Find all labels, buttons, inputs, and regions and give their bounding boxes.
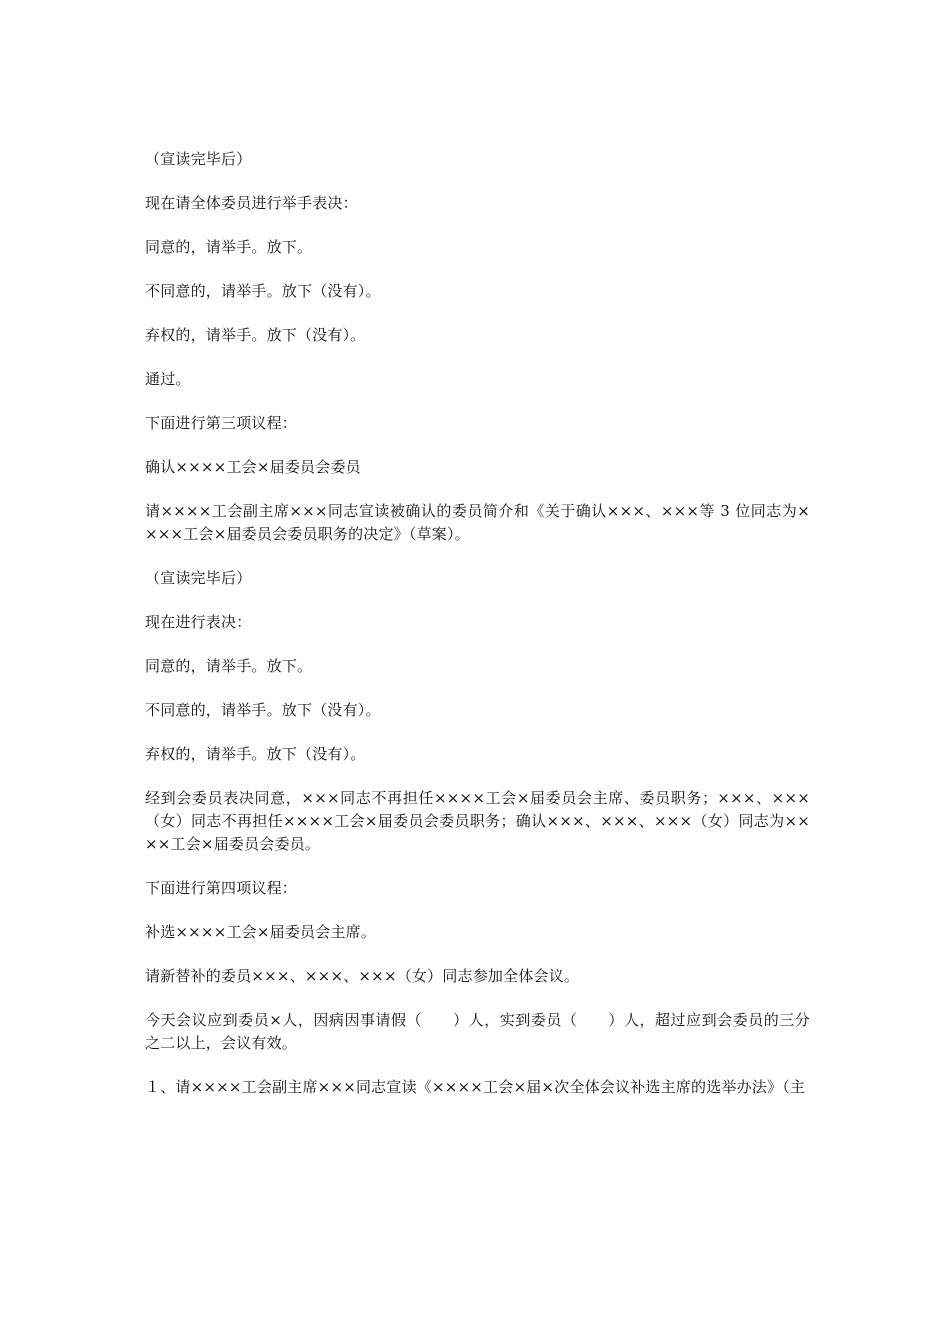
paragraph: 下面进行第三项议程：: [145, 414, 298, 432]
paragraph: 经到会委员表决同意，×××同志不再担任××××工会×届委员会主席、委员职务；×××、×××（女）同志不再担任××××工会×届委员会委员职务；确认×××、×××、×××（女）同志为××××工会×届委员会委员。: [145, 789, 810, 853]
paragraph: 请新替补的委员×××、×××、×××（女）同志参加全体会议。: [145, 967, 580, 985]
paragraph: 不同意的，请举手。放下（没有）。: [145, 282, 381, 300]
paragraph: 弃权的，请举手。放下（没有）。: [145, 745, 366, 763]
paragraph: 同意的，请举手。放下。: [145, 238, 313, 256]
document-body: [145, 148, 810, 1120]
paragraph: （宣读完毕后）: [145, 150, 252, 168]
paragraph: 现在请全体委员进行举手表决：: [145, 194, 358, 212]
paragraph: 弃权的，请举手。放下（没有）。: [145, 326, 366, 344]
paragraph: （宣读完毕后）: [145, 569, 252, 587]
paragraph: 通过。: [145, 370, 191, 388]
paragraph: 下面进行第四项议程：: [145, 879, 298, 897]
paragraph: 确认××××工会×届委员会委员: [145, 458, 361, 476]
paragraph: 现在进行表决：: [145, 613, 252, 631]
paragraph: 请××××工会副主席×××同志宣读被确认的委员简介和《关于确认×××、×××等 3 位同志为××××工会×届委员会委员职务的决定》（草案）。: [145, 502, 810, 543]
paragraph: 同意的，请举手。放下。: [145, 657, 313, 675]
paragraph: 补选××××工会×届委员会主席。: [145, 923, 377, 941]
paragraph: 今天会议应到委员×人，因病因事请假（ ）人，实到委员（ ）人，超过应到会委员的三分之二以上，会议有效。: [145, 1011, 810, 1052]
paragraph: 不同意的，请举手。放下（没有）。: [145, 701, 381, 719]
paragraph: １、请××××工会副主席×××同志宣读《××××工会×届×次全体会议补选主席的选举办法》（主: [145, 1078, 806, 1096]
